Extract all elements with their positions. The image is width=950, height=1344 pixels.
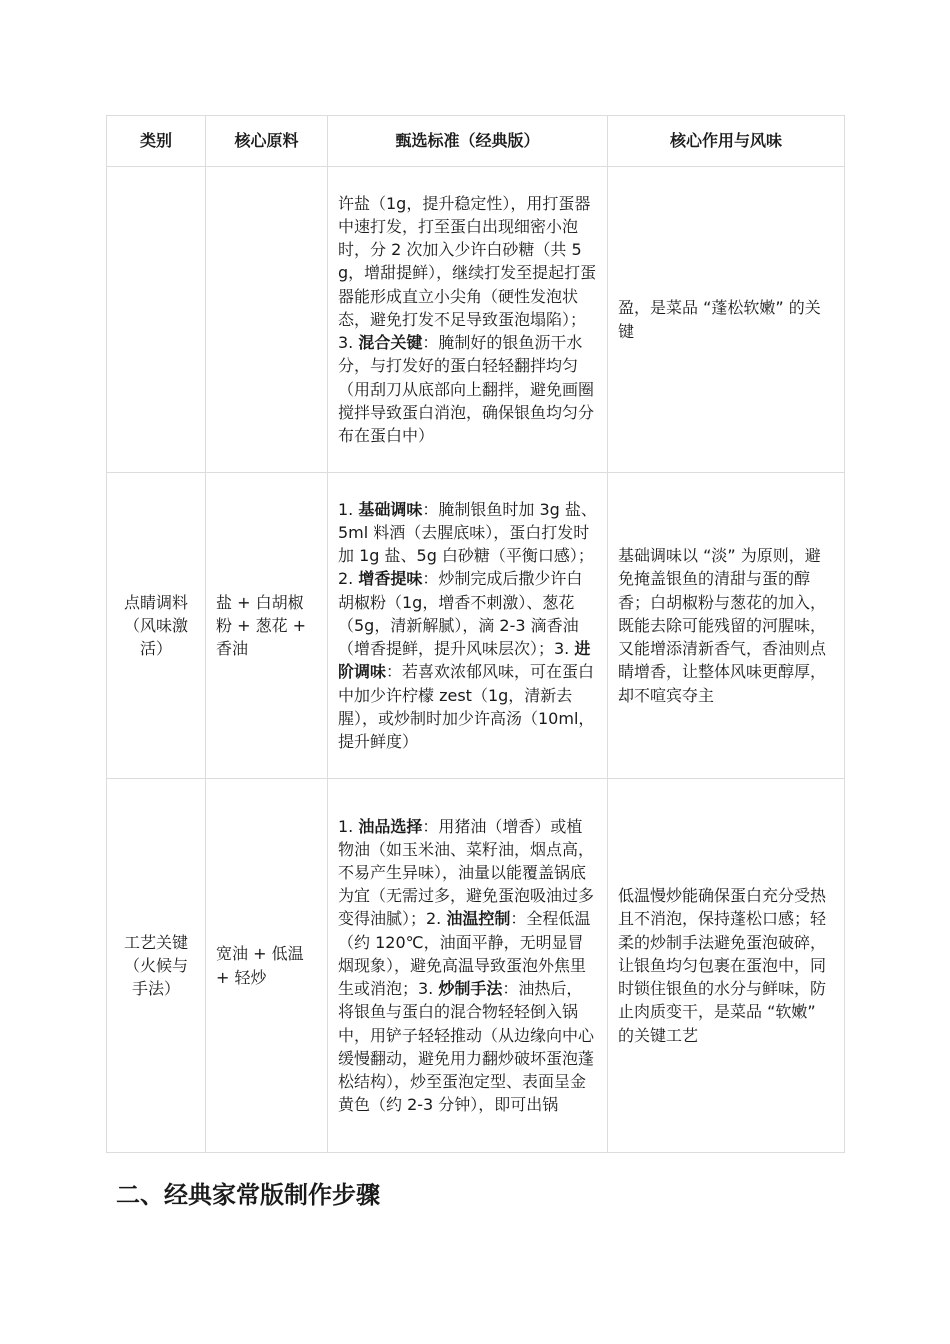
header-standard: 甄选标准（经典版） xyxy=(328,116,608,167)
section-heading: 二、经典家常版制作步骤 xyxy=(116,1181,380,1209)
standard-cell xyxy=(328,779,608,1153)
category-cell xyxy=(107,167,206,473)
role-cell: 基础调味以 “淡” 为原则，避免掩盖银鱼的清甜与蛋的醇香；白胡椒粉与葱花的加入，既能去除可能残留的河腥味，又能增添清新香气，香油则点睛增香，让整体风味更醇厚，却不喧宾夺主 xyxy=(608,473,845,779)
text-run: ：油热后，将银鱼与蛋白的混合物轻轻倒入锅中，用铲子轻轻推动（从边缘向中心缓慢翻动，避免用力翻炒破坏蛋泡蓬松结构），炒至蛋泡定型、表面呈金黄色（约 2-3 分钟），即可出锅 xyxy=(338,979,595,1115)
standard-cell xyxy=(328,167,608,473)
table-header-row xyxy=(107,116,845,167)
text-run: ：用猪油（增香）或植物油（如玉米油、菜籽油，烟点高，不易产生异味），油量以能覆盖锅底为宜（无需过多，避免蛋泡吸油过多变得油腻）；2. xyxy=(338,816,595,929)
bold-term: 混合关键 xyxy=(358,333,423,353)
header-material: 核心原料 xyxy=(206,116,328,167)
text-run: ：全程低温（约 120℃，油面平静，无明显冒烟现象），避免高温导致蛋泡外焦里生或消泡；3. xyxy=(338,909,591,999)
category-cell: 点睛调料（风味激活） xyxy=(107,473,206,779)
text-run: ：若喜欢浓郁风味，可在蛋白中加少许柠檬 zest（1g，清新去腥），或炒制时加少许高汤（10ml，提升鲜度） xyxy=(338,662,595,751)
text-run: 1. xyxy=(338,816,359,836)
bold-term: 进阶调味 xyxy=(338,639,591,682)
category-cell: 工艺关键（火候与手法） xyxy=(107,779,206,1153)
material-cell xyxy=(206,167,328,473)
material-cell: 盐 + 白胡椒粉 + 葱花 + 香油 xyxy=(206,473,328,779)
table-row xyxy=(107,167,845,473)
text-run: 许盐（1g，提升稳定性），用打蛋器中速打发，打至蛋白出现细密小泡时，分 2 次加入少许白砂糖（共 5g，增甜提鲜），继续打发至提起打蛋器能形成直立小尖角（硬性发泡状态，避免打发不足导致蛋泡塌陷）；3. xyxy=(338,193,597,353)
header-role: 核心作用与风味 xyxy=(608,116,845,167)
text-run: 1. xyxy=(338,499,359,519)
role-cell: 低温慢炒能确保蛋白充分受热且不消泡，保持蓬松口感；轻柔的炒制手法避免蛋泡破碎，让银鱼均匀包裹在蛋泡中，同时锁住银鱼的水分与鲜味，防止肉质变干，是菜品 “软嫩” 的关键工艺 xyxy=(608,779,845,1153)
bold-term: 油品选择 xyxy=(358,816,423,836)
text-run: ：腌制好的银鱼沥干水分，与打发好的蛋白轻轻翻拌均匀（用刮刀从底部向上翻拌，避免画圈搅拌导致蛋白消泡，确保银鱼均匀分布在蛋白中） xyxy=(338,333,595,445)
table-row xyxy=(107,473,845,779)
material-cell: 宽油 + 低温 + 轻炒 xyxy=(206,779,328,1153)
text-run: ：腌制银鱼时加 3g 盐、5ml 料酒（去腥底味），蛋白打发时加 1g 盐、5g 白砂糖（平衡口感）；2. xyxy=(338,499,597,589)
recipe-spec-table xyxy=(106,115,845,1153)
bold-term: 油温控制 xyxy=(446,909,511,929)
table-row xyxy=(107,779,845,1153)
bold-term: 炒制手法 xyxy=(438,979,503,999)
bold-term: 增香提味 xyxy=(358,569,423,589)
header-category: 类别 xyxy=(107,116,206,167)
standard-cell xyxy=(328,473,608,779)
bold-term: 基础调味 xyxy=(358,499,423,519)
text-run: ：炒制完成后撒少许白胡椒粉（1g，增香不刺激）、葱花（5g，清新解腻），滴 2-3 滴香油（增香提鲜，提升风味层次）；3. xyxy=(338,569,583,659)
role-cell: 盈，是菜品 “蓬松软嫩” 的关键 xyxy=(608,167,845,473)
